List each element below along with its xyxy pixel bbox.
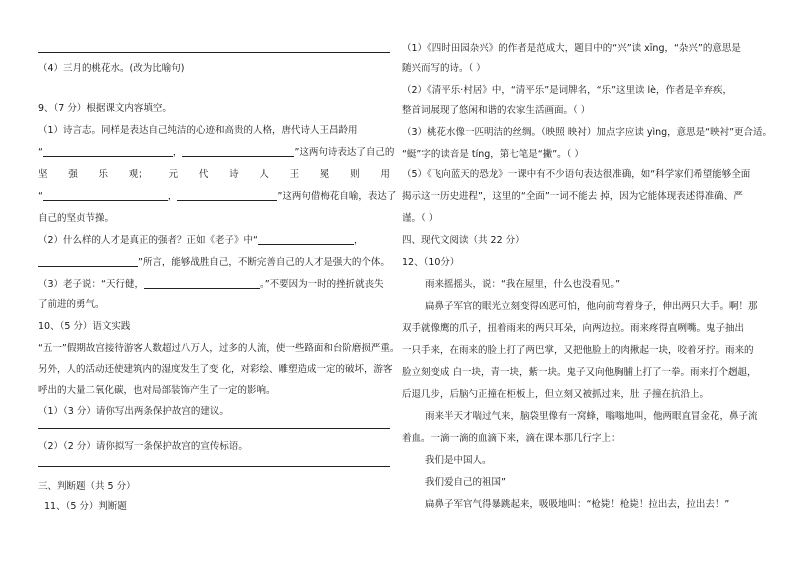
question-9-2-line-b: ”所言，能够战胜自己，不断完善自己的人才是强大的个体。 xyxy=(38,256,390,270)
answer-line xyxy=(38,52,390,53)
question-12-title: 12、（10分） xyxy=(402,257,460,268)
judge-1-line-b: 随兴而写的诗。（ ） xyxy=(402,63,486,74)
passage-line: 脸立刻变成 白一块，青一块，紫一块。鬼子又向他胸脯上打了一拳。雨来打个趔趄， xyxy=(402,367,757,378)
question-9-1-line-c: 坚 强 乐 观； 元 代 诗 人 王 冕 则 用 xyxy=(38,169,390,180)
question-9-3-line-a: （3）老子说：“天行健， 。”不要因为一时的挫折就丧失 xyxy=(38,279,384,290)
passage-line: 扁鼻子军官的眼光立刻变得凶恶可怕，他向前弯着身子，伸出两只大手。啊！那 xyxy=(425,301,758,312)
passage-line: 一只手来，在雨来的脸上打了两巴掌，又把他脸上的肉揪起一块，咬着牙拧。雨来的 xyxy=(402,345,754,356)
judge-2-line-a: （2）《清平乐·村居》中，“清平乐”是词牌名，“乐”这里读 lè，作者是辛弃疾， xyxy=(402,85,733,96)
question-10-2: （2）（2 分）请你拟写一条保护故宫的宣传标语。 xyxy=(38,441,248,452)
fill-blank[interactable] xyxy=(43,146,173,157)
judge-5-line-a: （5）《飞向蓝天的恐龙》一课中有不少语句表达很准确，如“科学家们希望能够全面 xyxy=(402,169,751,180)
fill-blank[interactable] xyxy=(38,256,138,267)
question-9-1-line-e: 自己的坚贞节操。 xyxy=(38,213,115,224)
section-4-heading: 四、现代文阅读（共 22 分） xyxy=(402,235,525,246)
question-9-1-line-a: （1）诗言志。同样是表达自己纯洁的心迹和高贵的人格，唐代诗人王昌龄用 xyxy=(38,125,358,136)
passage-line: 雨来摇摇头，说：“我在屋里，什么也没看见。” xyxy=(425,279,621,290)
question-10-paragraph-3: 呼出的大量二氧化碳，也对局部装饰产生了一定的影响。 xyxy=(38,385,276,396)
question-10-1: （1）（3 分）请你写出两条保护故宫的建议。 xyxy=(38,406,229,417)
question-4: （4）三月的桃花水。(改为比喻句) xyxy=(38,63,185,74)
question-9-3-line-b: 了前进的勇气。 xyxy=(38,299,105,310)
judge-5-line-b: 揭示这一历史进程”，这里的“全面”一词不能去 掉，因为它能体现表述得准确、严 xyxy=(402,191,743,202)
question-9-1-line-d: “ ， ”这两句借梅花自喻，表达了 xyxy=(38,191,397,202)
question-10-paragraph-1: “五一”假期故宫接待游客人数超过八万人，过多的人流，使一些路面和台阶磨损严重。 xyxy=(38,343,400,354)
judge-3: （3）桃花水像一匹明洁的丝绸。（映照 映衬）加点字应读 yìng，意思是“映衬”更合适。 xyxy=(402,127,772,138)
question-9-1-line-b: “ ， ”这两句诗表达了自己的 xyxy=(38,147,395,158)
judge-4: “蜓”字的读音是 tíng，第七笔是“撇”。（ ） xyxy=(402,149,584,160)
passage-line: 后退几步，后脑勺正撞在柜板上，但立刻又被抓过来，肚 子撞在抗沿上。 xyxy=(402,389,710,400)
question-9-title: 9、（7 分）根据课文内容填空。 xyxy=(38,103,172,114)
question-10-title: 10、（5 分）语文实践 xyxy=(38,321,131,332)
answer-line[interactable] xyxy=(38,466,390,467)
question-9-2-line-a: （2）什么样的人才是真正的强者？正如《老子》中“ ， xyxy=(38,235,364,246)
judge-1-line-a: （1）《四时田园杂兴》的作者是范成大，题目中的“兴”读 xīng，“杂兴”的意思是 xyxy=(402,43,741,54)
passage-line: 双手就像鹰的爪子，扭着雨来的两只耳朵，向两边拉。雨来疼得直咧嘴。鬼子抽出 xyxy=(402,323,745,334)
answer-line[interactable] xyxy=(38,428,390,429)
fill-blank[interactable] xyxy=(144,278,260,289)
section-3-heading: 三、判断题（共 5 分） xyxy=(38,481,136,492)
passage-line: 我们是中国人。 xyxy=(425,455,492,466)
fill-blank[interactable] xyxy=(177,190,277,201)
passage-line: 扁鼻子军官气得暴跳起来，吸吸地叫：“枪毙！枪毙！拉出去，拉出去！” xyxy=(425,499,730,510)
fill-blank[interactable] xyxy=(43,190,168,201)
judge-5-line-c: 谨。（ ） xyxy=(402,213,439,224)
passage-line: 着血。一滴一滴的血滴下来，滴在课本那几行字上： xyxy=(402,433,621,444)
fill-blank[interactable] xyxy=(258,234,354,245)
question-11-title: 11、（5 分）判断题 xyxy=(44,501,127,512)
passage-line: 雨来半天才喘过气来，脑袋里像有一窝蜂，嗡嗡地叫，他两眼直冒金花，鼻子流 xyxy=(425,411,758,422)
passage-line: 我们爱自己的祖国” xyxy=(425,477,506,488)
question-10-paragraph-2: 另外，人的活动还使建筑内的湿度发生了变 化，对彩绘、雕塑造成一定的破坏，游客 xyxy=(38,364,393,375)
fill-blank[interactable] xyxy=(182,146,294,157)
judge-2-line-b: 整首词展现了悠闲和谐的农家生活画面。（ ） xyxy=(402,105,591,116)
